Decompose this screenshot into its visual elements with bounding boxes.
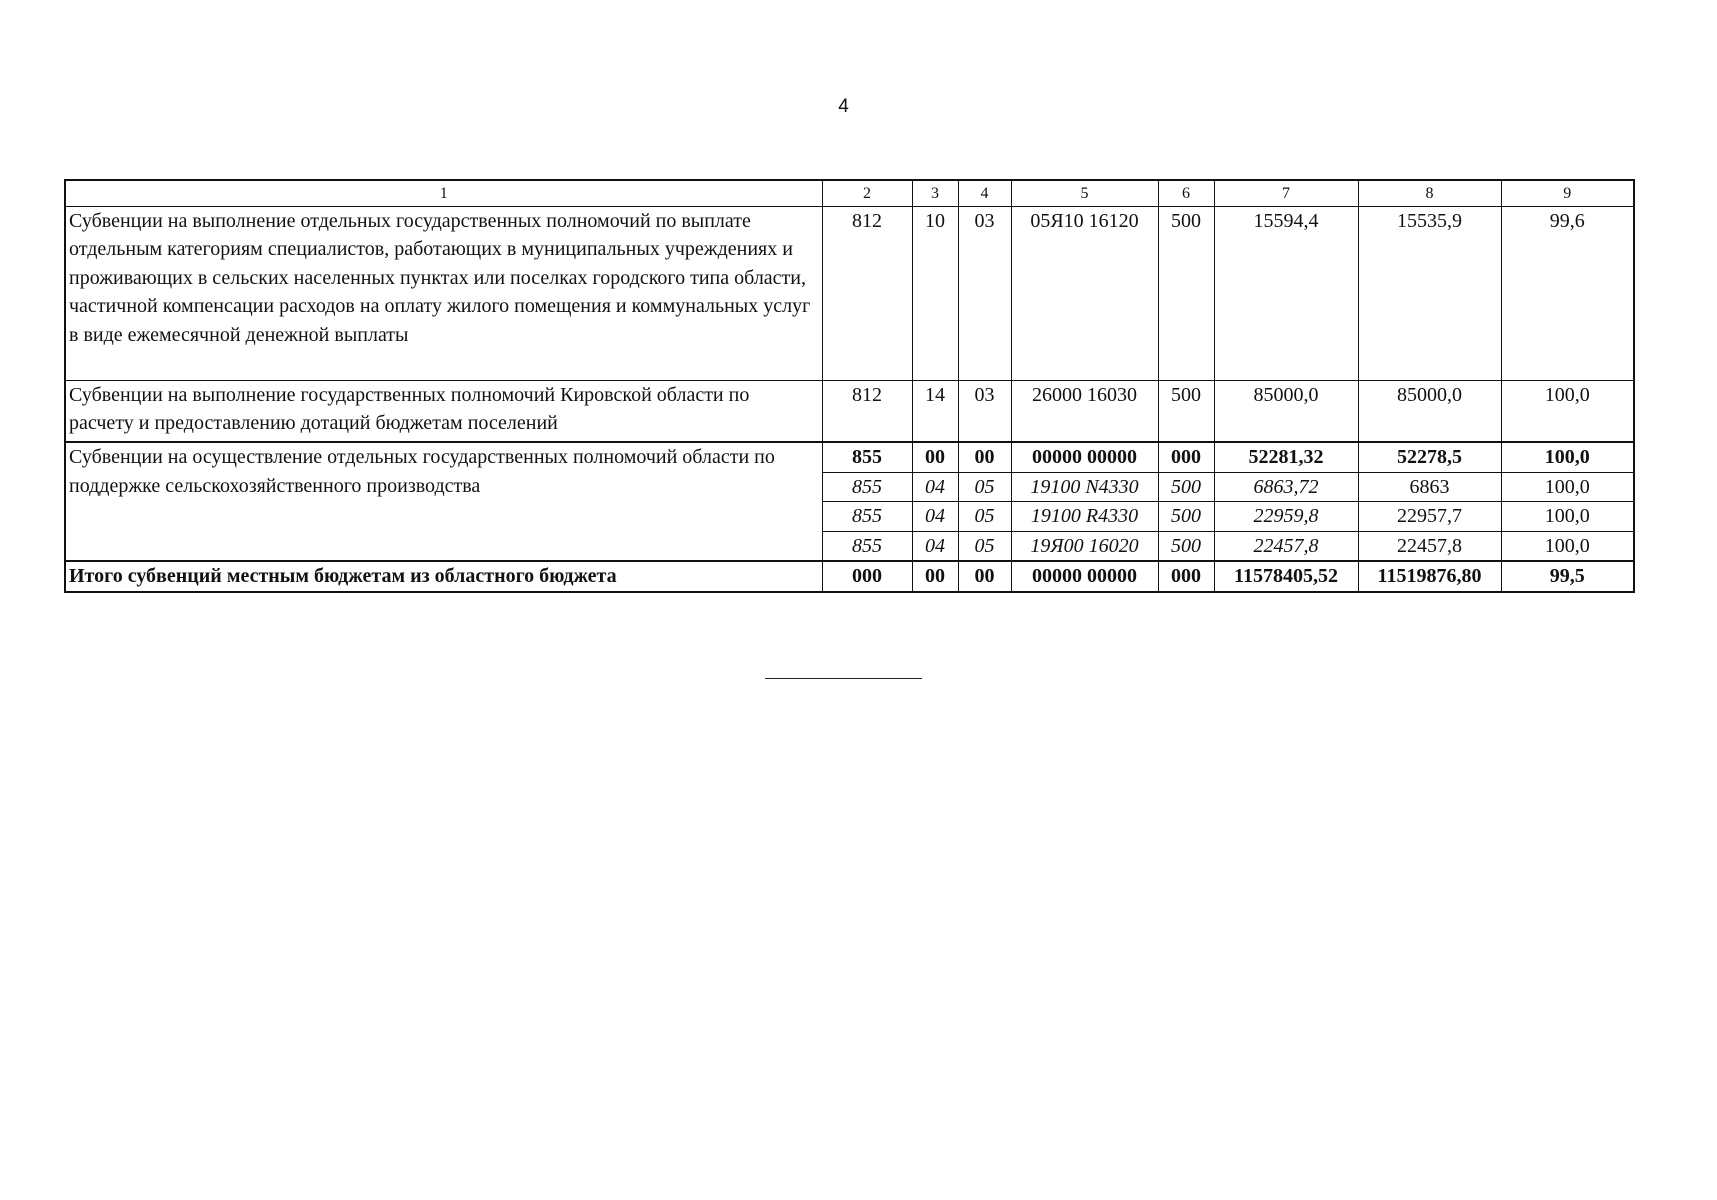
table-cell: 6863 <box>1358 472 1501 502</box>
column-number-row <box>65 180 1634 206</box>
table-cell: 00000 00000 <box>1011 561 1158 592</box>
page-number: 4 <box>838 96 849 117</box>
table-cell: 52278,5 <box>1358 442 1501 472</box>
table-cell: 000 <box>1158 442 1214 472</box>
table-cell: 15535,9 <box>1358 206 1501 380</box>
table-cell: 00 <box>958 561 1011 592</box>
table-cell: 22957,7 <box>1358 502 1501 532</box>
table-cell: 855 <box>822 502 912 532</box>
table-cell: 855 <box>822 472 912 502</box>
header-cell: 8 <box>1358 180 1501 206</box>
table-cell: 100,0 <box>1501 380 1634 442</box>
table-cell: 855 <box>822 442 912 472</box>
header-cell: 2 <box>822 180 912 206</box>
header-cell: 7 <box>1214 180 1358 206</box>
table-cell: 11519876,80 <box>1358 561 1501 592</box>
total-description: Итого субвенций местным бюджетам из областного бюджета <box>65 561 822 592</box>
table-cell: 03 <box>958 380 1011 442</box>
header-cell: 5 <box>1011 180 1158 206</box>
table-cell: 500 <box>1158 502 1214 532</box>
end-of-document-line <box>765 678 922 679</box>
table-cell: 85000,0 <box>1358 380 1501 442</box>
table-cell: 14 <box>912 380 958 442</box>
table-cell: 6863,72 <box>1214 472 1358 502</box>
table-cell: 04 <box>912 502 958 532</box>
row-description: Субвенции на выполнение отдельных государственных полномочий по выплате отдельным категориям специалистов, работающих в муниципальных учреждениях и проживающих в сельских населенных пунктах или поселках городского типа области, частичной компенсации расходов на оплату жилого помещения и коммунальных услуг в виде ежемесячной денежной выплаты <box>65 206 822 380</box>
table-cell: 99,6 <box>1501 206 1634 380</box>
table-cell: 04 <box>912 472 958 502</box>
table-cell: 04 <box>912 531 958 561</box>
table-cell: 22457,8 <box>1358 531 1501 561</box>
table-cell: 22457,8 <box>1214 531 1358 561</box>
table-cell: 812 <box>822 206 912 380</box>
table-row <box>65 380 1634 442</box>
total-row <box>65 561 1634 592</box>
table-row <box>65 442 1634 472</box>
table-cell: 500 <box>1158 206 1214 380</box>
table-cell: 855 <box>822 531 912 561</box>
table-cell: 10 <box>912 206 958 380</box>
table-cell: 05 <box>958 531 1011 561</box>
table-cell: 00 <box>958 442 1011 472</box>
table-cell: 05 <box>958 502 1011 532</box>
table-cell: 05Я10 16120 <box>1011 206 1158 380</box>
table-cell: 00000 00000 <box>1011 442 1158 472</box>
header-cell: 9 <box>1501 180 1634 206</box>
table-cell: 812 <box>822 380 912 442</box>
table-row <box>65 206 1634 380</box>
table-cell: 99,5 <box>1501 561 1634 592</box>
table-cell: 22959,8 <box>1214 502 1358 532</box>
table-cell: 19100 N4330 <box>1011 472 1158 502</box>
table-cell: 500 <box>1158 380 1214 442</box>
table-cell: 05 <box>958 472 1011 502</box>
table-cell: 100,0 <box>1501 531 1634 561</box>
table-cell: 500 <box>1158 472 1214 502</box>
table-cell: 19Я00 16020 <box>1011 531 1158 561</box>
table-cell: 52281,32 <box>1214 442 1358 472</box>
table-cell: 100,0 <box>1501 472 1634 502</box>
table-cell: 15594,4 <box>1214 206 1358 380</box>
header-cell: 1 <box>65 180 822 206</box>
budget-table <box>64 179 1635 593</box>
table-cell: 000 <box>822 561 912 592</box>
table-cell: 26000 16030 <box>1011 380 1158 442</box>
header-cell: 6 <box>1158 180 1214 206</box>
table-cell: 00 <box>912 561 958 592</box>
table-cell: 500 <box>1158 531 1214 561</box>
row-description: Субвенции на осуществление отдельных государственных полномочий области по поддержке сельскохозяйственного производства <box>65 442 822 561</box>
table-cell: 100,0 <box>1501 502 1634 532</box>
table-cell: 11578405,52 <box>1214 561 1358 592</box>
table-cell: 00 <box>912 442 958 472</box>
table-cell: 19100 R4330 <box>1011 502 1158 532</box>
header-cell: 4 <box>958 180 1011 206</box>
table-cell: 000 <box>1158 561 1214 592</box>
row-description: Субвенции на выполнение государственных полномочий Кировской области по расчету и предоставлению дотаций бюджетам поселений <box>65 380 822 442</box>
table-cell: 85000,0 <box>1214 380 1358 442</box>
header-cell: 3 <box>912 180 958 206</box>
table-cell: 03 <box>958 206 1011 380</box>
table-cell: 100,0 <box>1501 442 1634 472</box>
